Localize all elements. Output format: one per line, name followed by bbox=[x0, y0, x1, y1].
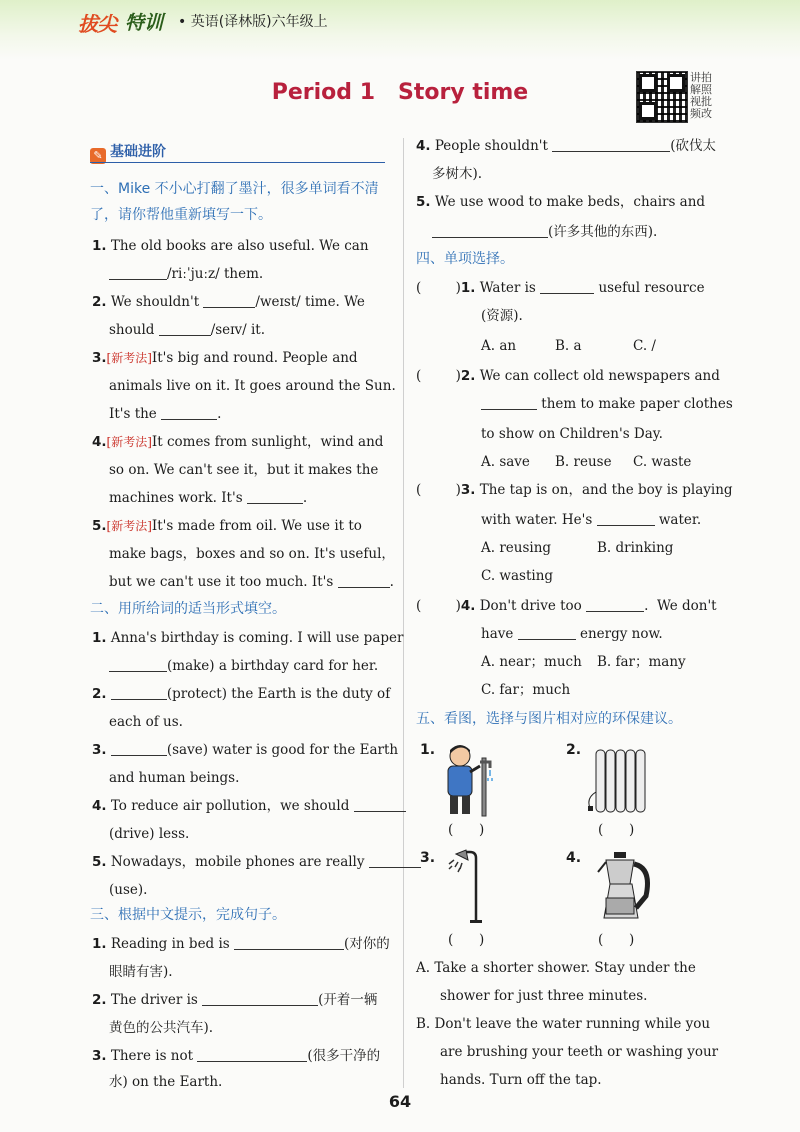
s2-q1-line1 bbox=[92, 624, 403, 652]
pic-label-4: 4. bbox=[566, 850, 582, 866]
q-text: water. bbox=[658, 512, 702, 528]
s4-q3-options-c[interactable]: C. wasting bbox=[481, 568, 554, 584]
q-text: We can collect old newspapers and bbox=[479, 368, 720, 384]
q-number: 1. bbox=[460, 280, 476, 296]
option-a[interactable]: A. save bbox=[481, 454, 530, 470]
new-method-tag: [新考法] bbox=[106, 435, 152, 449]
option-B-line1: B. Don't leave the water running while you bbox=[416, 1016, 711, 1032]
q-text: Reading in bed is bbox=[110, 936, 230, 952]
q-number: 4. bbox=[92, 798, 107, 814]
q-number: 1. bbox=[92, 238, 107, 254]
q-text: . bbox=[389, 574, 394, 590]
subject-label bbox=[178, 11, 328, 31]
q-text: . bbox=[217, 406, 222, 422]
s1-q3-line1 bbox=[92, 344, 358, 372]
s2-q4-line1 bbox=[92, 792, 406, 820]
q-text: We shouldn't bbox=[110, 294, 200, 310]
q-text: /seɪv/ it. bbox=[210, 322, 265, 338]
qr-caption-line: 讲拍 bbox=[690, 71, 712, 84]
s3-q1-line1 bbox=[92, 930, 390, 958]
q-text: (开着一辆 bbox=[318, 992, 378, 1008]
q-number: 4. bbox=[460, 598, 476, 614]
answer-blank[interactable] bbox=[518, 625, 576, 640]
q-number: 3. bbox=[92, 1048, 107, 1064]
q-text: There is not bbox=[110, 1048, 194, 1064]
s4-q4-options-ab bbox=[481, 648, 686, 676]
q-number: 5. bbox=[416, 194, 431, 210]
pic2-answer-paren[interactable]: ( ) bbox=[598, 822, 635, 838]
q-number: 1. bbox=[92, 630, 107, 646]
answer-blank[interactable] bbox=[369, 853, 421, 868]
option-A-line1: A. Take a shorter shower. Stay under the bbox=[416, 960, 696, 976]
pencil-icon: ✎ bbox=[90, 148, 106, 164]
option-c[interactable]: C. waste bbox=[633, 454, 692, 470]
s2-q2-line1 bbox=[92, 680, 390, 708]
s1-q1-line2 bbox=[109, 260, 263, 288]
s4-q4-line1 bbox=[416, 592, 717, 620]
q-text: with water. He's bbox=[481, 512, 593, 528]
answer-blank[interactable] bbox=[197, 1047, 307, 1062]
q-text: It's made from oil. We use it to bbox=[151, 518, 362, 534]
answer-paren[interactable]: ( ) bbox=[416, 280, 461, 296]
qr-caption-line: 频改 bbox=[690, 107, 712, 120]
option-b[interactable]: B. far；many bbox=[597, 654, 686, 670]
answer-blank[interactable] bbox=[481, 395, 537, 410]
answer-blank[interactable] bbox=[234, 935, 344, 950]
q-text: useful resource bbox=[598, 280, 705, 296]
s1-q4-line2: so on. We can't see it，but it makes the bbox=[109, 462, 379, 478]
answer-blank[interactable] bbox=[432, 223, 548, 238]
s4-q3-options-ab bbox=[481, 534, 673, 562]
basic-label-text: 基础进阶 bbox=[110, 144, 166, 160]
q-text: (砍伐太 bbox=[670, 138, 716, 154]
answer-blank[interactable] bbox=[109, 265, 167, 280]
qr-caption bbox=[690, 72, 716, 120]
answer-blank[interactable] bbox=[586, 597, 644, 612]
answer-paren[interactable]: ( ) bbox=[416, 598, 461, 614]
s4-q2-line1 bbox=[416, 362, 720, 390]
s4-q1-line1 bbox=[416, 274, 705, 302]
answer-blank[interactable] bbox=[109, 657, 167, 672]
q-text: (许多其他的东西). bbox=[548, 224, 658, 240]
q-text: energy now. bbox=[579, 626, 663, 642]
sec4-title: 四、单项选择。 bbox=[416, 251, 514, 267]
answer-blank[interactable] bbox=[597, 511, 655, 526]
sec5-title: 五、看图，选择与图片相对应的环保建议。 bbox=[416, 711, 682, 727]
s2-q3-line1 bbox=[92, 736, 398, 764]
q-text: /riːˈjuːz/ them. bbox=[167, 266, 264, 282]
answer-blank[interactable] bbox=[338, 573, 390, 588]
brand-logo-b: 特训 bbox=[125, 12, 164, 34]
pic-label-2: 2. bbox=[566, 742, 582, 758]
q-number: 3. bbox=[92, 350, 107, 366]
q-text: The tap is on，and the boy is playing bbox=[479, 482, 733, 498]
subject-text: 英语(译林版)六年级上 bbox=[190, 14, 328, 30]
s3-q2-line1 bbox=[92, 986, 377, 1014]
answer-blank[interactable] bbox=[161, 405, 217, 420]
s2-q5-line1 bbox=[92, 848, 421, 876]
s1-q5-line2: make bags，boxes and so on. It's useful， bbox=[109, 546, 395, 562]
pic1-answer-paren[interactable]: ( ) bbox=[448, 822, 485, 838]
answer-blank[interactable] bbox=[111, 685, 167, 700]
boy-at-tap-icon bbox=[436, 742, 496, 820]
s3-q1-line2: 眼睛有害). bbox=[109, 964, 173, 980]
s3-q2-line2: 黄色的公共汽车). bbox=[109, 1020, 214, 1036]
s4-q1-line2: (资源). bbox=[481, 308, 523, 324]
pic4-answer-paren[interactable]: ( ) bbox=[598, 932, 635, 948]
q-text: (很多干净的 bbox=[307, 1048, 381, 1064]
q-text: (save) water is good for the Earth bbox=[166, 742, 399, 758]
s1-q4-line1 bbox=[92, 428, 383, 456]
page-number: 64 bbox=[388, 1092, 412, 1111]
q-text: should bbox=[109, 322, 155, 338]
s3-q3-line2: 水) on the Earth. bbox=[109, 1074, 223, 1090]
s1-q2-line1 bbox=[92, 288, 365, 316]
option-b[interactable]: B. drinking bbox=[597, 540, 674, 556]
q-number: 3. bbox=[92, 742, 107, 758]
answer-blank[interactable] bbox=[111, 741, 167, 756]
s3-q5-line2 bbox=[432, 218, 657, 246]
q-number: 1. bbox=[92, 936, 107, 952]
q-text: . bbox=[302, 490, 308, 506]
s4-q1-options bbox=[481, 332, 701, 360]
s1-q5-line1 bbox=[92, 512, 362, 540]
q-number: 2. bbox=[460, 368, 476, 384]
answer-blank[interactable] bbox=[159, 321, 211, 336]
q-number: 4. bbox=[92, 434, 107, 450]
answer-blank[interactable] bbox=[203, 293, 255, 308]
option-B-line2: are brushing your teeth or washing your bbox=[440, 1044, 719, 1060]
s4-q3-line1 bbox=[416, 476, 733, 504]
s4-q3-line2 bbox=[481, 506, 701, 534]
q-text: (对你的 bbox=[344, 936, 390, 952]
qr-caption-line: 解照 bbox=[690, 83, 712, 96]
s3-q4-line1 bbox=[416, 132, 716, 160]
q-text: /weɪst/ time. We bbox=[255, 294, 365, 310]
answer-blank[interactable] bbox=[354, 797, 406, 812]
s1-q3-line2: animals live on it. It goes around the Sun. bbox=[109, 378, 396, 394]
q-number: 3. bbox=[460, 482, 476, 498]
q-text: Nowadays，mobile phones are really bbox=[110, 854, 365, 870]
q-text: We use wood to make beds，chairs and bbox=[434, 194, 706, 210]
q-text: It's the bbox=[109, 406, 157, 422]
pic-label-3: 3. bbox=[420, 850, 436, 866]
q-text: . We don't bbox=[644, 598, 717, 614]
q-number: 5. bbox=[92, 854, 107, 870]
basic-underline bbox=[90, 162, 385, 163]
basic-section-label bbox=[90, 141, 166, 164]
q-text: Anna's birthday is coming. I will use paper bbox=[110, 630, 404, 646]
s1-q5-line3 bbox=[109, 568, 394, 596]
q-text: Water is bbox=[479, 280, 536, 296]
q-number: 4. bbox=[416, 138, 431, 154]
qr-code-icon[interactable] bbox=[636, 71, 688, 123]
answer-blank[interactable] bbox=[540, 279, 594, 294]
option-b[interactable]: B. a bbox=[555, 338, 582, 354]
q-text: machines work. It's bbox=[109, 490, 243, 506]
option-a[interactable]: A. an bbox=[481, 338, 517, 354]
s4-q4-options-c[interactable]: C. far；much bbox=[481, 682, 571, 698]
column-divider bbox=[403, 138, 404, 1088]
answer-blank[interactable] bbox=[247, 489, 303, 504]
q-text: them to make paper clothes bbox=[541, 396, 733, 412]
qr-corner bbox=[639, 74, 657, 92]
q-text: People shouldn't bbox=[434, 138, 548, 154]
q-number: 5. bbox=[92, 518, 107, 534]
answer-blank[interactable] bbox=[552, 137, 670, 152]
answer-paren[interactable]: ( ) bbox=[416, 368, 461, 384]
q-text: It comes from sunlight，wind and bbox=[151, 434, 384, 450]
q-text: Don't drive too bbox=[479, 598, 582, 614]
option-A-line2: shower for just three minutes. bbox=[440, 988, 648, 1004]
page-title: Period 1 Story time bbox=[271, 80, 529, 105]
s2-q5-line2: (use). bbox=[109, 882, 148, 898]
shower-icon bbox=[446, 848, 492, 924]
qr-caption-line: 视批 bbox=[690, 95, 712, 108]
s3-q5-line1 bbox=[416, 188, 705, 216]
option-B-line3: hands. Turn off the tap. bbox=[440, 1072, 602, 1088]
q-number: 2. bbox=[92, 294, 107, 310]
s2-q4-line2: (drive) less. bbox=[109, 826, 190, 842]
q-text: have bbox=[481, 626, 514, 642]
q-text: It's big and round. People and bbox=[151, 350, 358, 366]
s3-q3-line1 bbox=[92, 1042, 380, 1070]
s4-q2-options bbox=[481, 448, 691, 476]
sec1-title-line1: 一、Mike 不小心打翻了墨汁，很多单词看不清 bbox=[90, 181, 379, 197]
brand-logo-a: 拔尖 bbox=[78, 12, 116, 36]
s2-q2-line2: each of us. bbox=[109, 714, 183, 730]
s4-q4-line2 bbox=[481, 620, 663, 648]
sec3-title: 三、根据中文提示，完成句子。 bbox=[90, 907, 286, 923]
q-number: 2. bbox=[92, 992, 107, 1008]
option-a[interactable]: A. near；much bbox=[481, 654, 582, 670]
answer-paren[interactable]: ( ) bbox=[416, 482, 461, 498]
s2-q1-line2 bbox=[109, 652, 378, 680]
answer-blank[interactable] bbox=[202, 991, 318, 1006]
radiator-icon bbox=[586, 742, 648, 820]
q-text: The driver is bbox=[110, 992, 198, 1008]
s4-q2-line2 bbox=[481, 390, 733, 418]
s1-q2-line2 bbox=[109, 316, 265, 344]
qr-corner bbox=[667, 74, 685, 92]
option-a[interactable]: A. reusing bbox=[481, 540, 552, 556]
header-band bbox=[0, 0, 800, 60]
s1-q3-line3 bbox=[109, 400, 221, 428]
q-text: (protect) the Earth is the duty of bbox=[166, 686, 391, 702]
q-text: To reduce air pollution，we should bbox=[110, 798, 350, 814]
new-method-tag: [新考法] bbox=[106, 351, 152, 365]
q-text: (make) a birthday card for her. bbox=[167, 658, 379, 674]
s4-q2-line3: to show on Children's Day. bbox=[481, 426, 663, 442]
pic3-answer-paren[interactable]: ( ) bbox=[448, 932, 485, 948]
q-text: but we can't use it too much. It's bbox=[109, 574, 334, 590]
qr-corner bbox=[639, 102, 657, 120]
q-number: 2. bbox=[92, 686, 107, 702]
s1-q4-line3 bbox=[109, 484, 307, 512]
q-text: The old books are also useful. We can bbox=[110, 238, 369, 254]
sec1-title-line2: 了，请你帮他重新填写一下。 bbox=[90, 207, 272, 223]
new-method-tag: [新考法] bbox=[106, 519, 152, 533]
kettle-icon bbox=[596, 848, 656, 924]
header-dot: • bbox=[178, 14, 187, 30]
pic-label-1: 1. bbox=[420, 742, 436, 758]
s2-q3-line2: and human beings. bbox=[109, 770, 240, 786]
s1-q1-line1 bbox=[92, 232, 369, 260]
sec1-title bbox=[90, 176, 379, 228]
option-b[interactable]: B. reuse bbox=[555, 454, 612, 470]
sec2-title: 二、用所给词的适当形式填空。 bbox=[90, 601, 286, 617]
s3-q4-line2: 多树木). bbox=[432, 166, 483, 182]
option-c[interactable]: C. / bbox=[633, 338, 656, 354]
